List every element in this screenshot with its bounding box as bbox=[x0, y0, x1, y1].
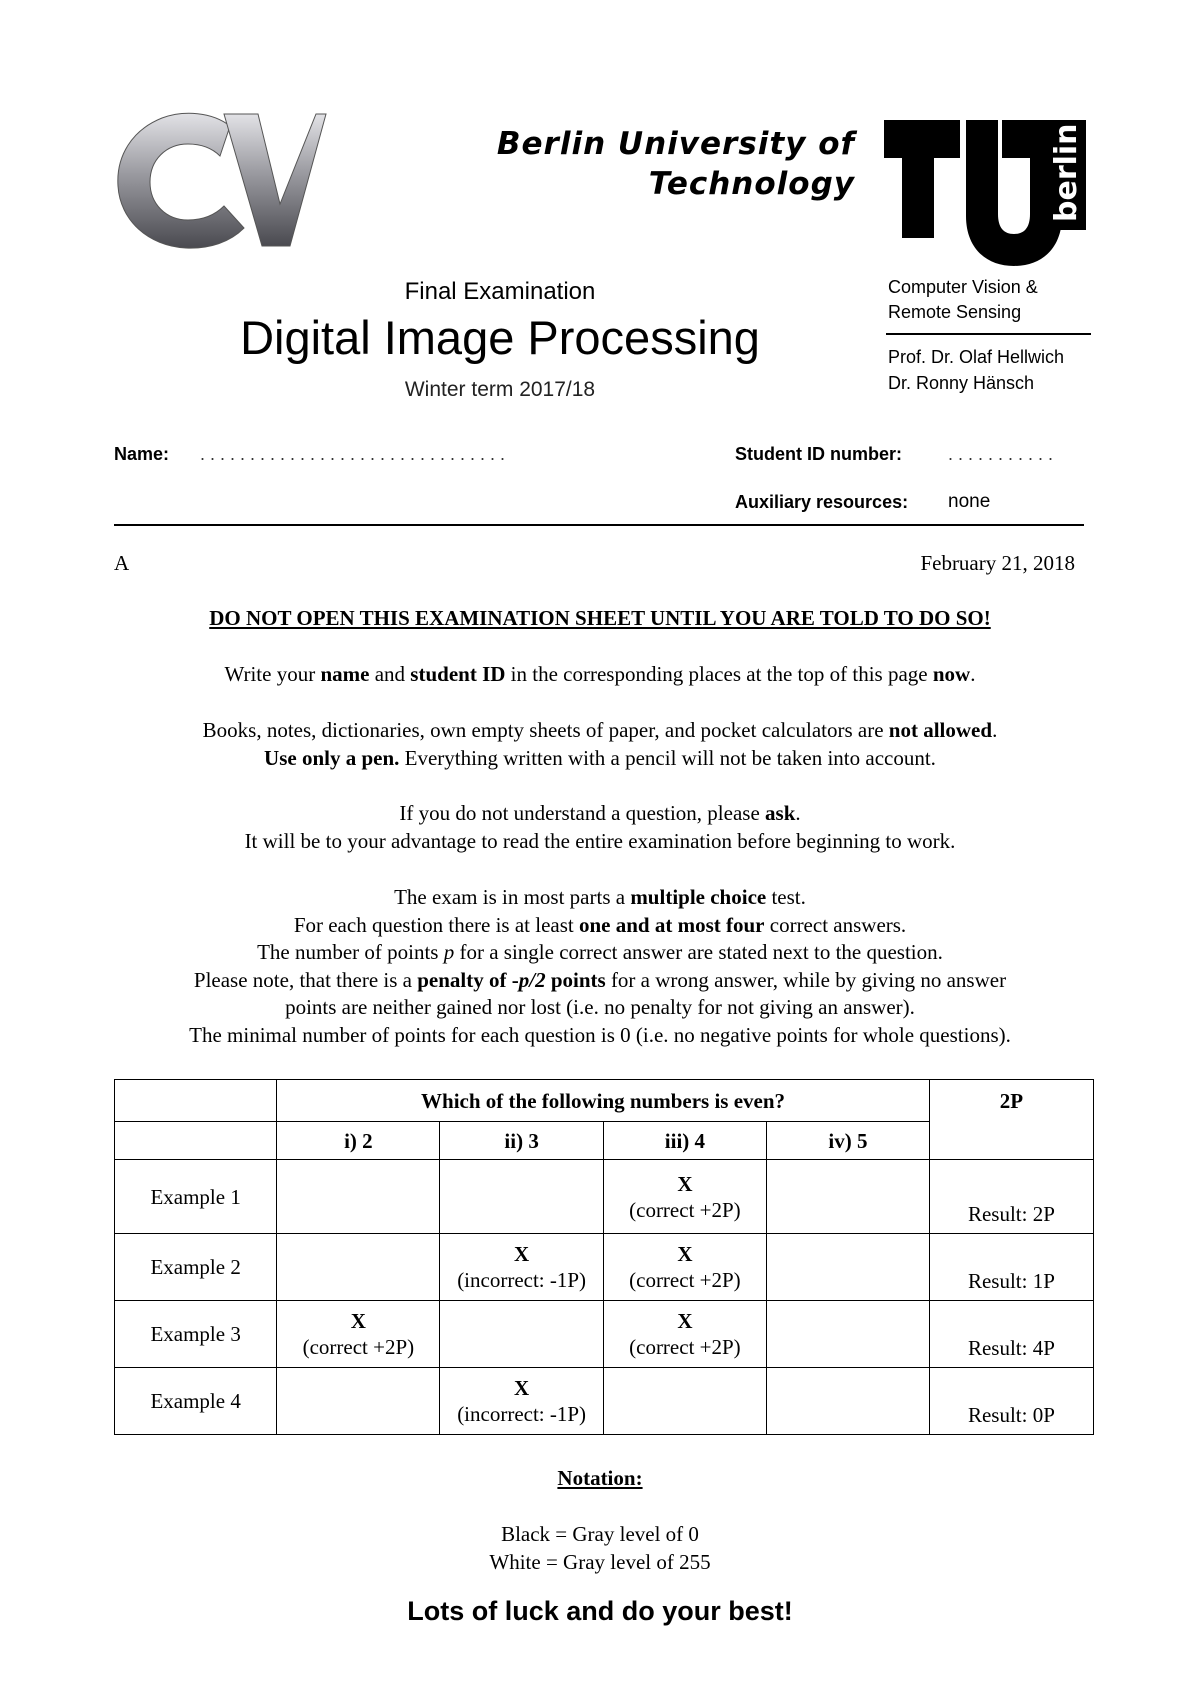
cv-logo-icon bbox=[112, 108, 327, 253]
answer-cell bbox=[277, 1368, 440, 1435]
row-label: Example 2 bbox=[115, 1234, 277, 1301]
exam-version: A bbox=[114, 551, 130, 575]
examiners bbox=[888, 344, 1064, 396]
option-header: iii) 4 bbox=[603, 1122, 766, 1160]
term: Winter term 2017/18 bbox=[404, 378, 596, 401]
row-label: Example 3 bbox=[115, 1301, 277, 1368]
department-line-1: Computer Vision & bbox=[888, 277, 1038, 297]
row-label: Example 1 bbox=[115, 1160, 277, 1234]
instruction-questions: If you do not understand a question, please ask. It will be to your advantage to read the entire examination before beginning to work. bbox=[244, 801, 956, 853]
row-result: Result: 1P bbox=[929, 1234, 1093, 1301]
tu-logo-text: berlin bbox=[1049, 123, 1084, 222]
student-id-label: Student ID number: bbox=[735, 444, 902, 464]
answer-cell: X (correct +2P) bbox=[603, 1301, 766, 1368]
table-row bbox=[115, 1368, 1094, 1435]
notation-white: White = Gray level of 255 bbox=[489, 1549, 711, 1574]
aux-resources-value: none bbox=[948, 491, 991, 512]
notation-title: Notation: bbox=[557, 1466, 643, 1490]
answer-cell bbox=[603, 1368, 766, 1435]
tu-berlin-logo-icon bbox=[880, 118, 1092, 270]
answer-cell: X (incorrect: -1P) bbox=[440, 1234, 603, 1301]
answer-cell bbox=[767, 1368, 930, 1435]
exam-date: February 21, 2018 bbox=[920, 551, 1075, 575]
answer-mark: X bbox=[677, 1309, 693, 1333]
row-result: Result: 0P bbox=[929, 1368, 1093, 1435]
closing-message: Lots of luck and do your best! bbox=[407, 1596, 793, 1626]
answer-cell: X (correct +2P) bbox=[277, 1301, 440, 1368]
answer-cell bbox=[767, 1234, 930, 1301]
row-result: Result: 4P bbox=[929, 1301, 1093, 1368]
professor-2: Dr. Ronny Hänsch bbox=[888, 373, 1035, 393]
answer-mark: X bbox=[677, 1242, 693, 1266]
notation-black: Black = Gray level of 0 bbox=[501, 1522, 699, 1546]
answer-cell: X (incorrect: -1P) bbox=[440, 1368, 603, 1435]
table-row bbox=[115, 1160, 1094, 1234]
table-corner-2 bbox=[115, 1122, 277, 1160]
university-name bbox=[497, 124, 855, 204]
aux-resources-label: Auxiliary resources: bbox=[735, 492, 909, 512]
student-id-field[interactable]: . . . . . . . . . . . bbox=[948, 444, 1054, 464]
answer-mark: X bbox=[514, 1376, 530, 1400]
answer-mark: X bbox=[677, 1171, 693, 1196]
warning-notice: DO NOT OPEN THIS EXAMINATION SHEET UNTIL YOU ARE TOLD TO DO SO! bbox=[209, 606, 991, 630]
instruction-resources: Books, notes, dictionaries, own empty sheets of paper, and pocket calculators are not allowed. Use only a pen. Everything written with a pencil will not be taken into account. bbox=[202, 718, 998, 770]
department bbox=[888, 275, 1038, 325]
option-header: iv) 5 bbox=[767, 1122, 930, 1160]
header-divider bbox=[114, 524, 1084, 526]
answer-cell: X (correct +2P) bbox=[603, 1234, 766, 1301]
row-result: Result: 2P bbox=[929, 1160, 1093, 1234]
answer-mark: X bbox=[350, 1309, 366, 1333]
exam-type: Final Examination bbox=[404, 278, 596, 305]
answer-mark: X bbox=[514, 1242, 530, 1266]
answer-cell bbox=[440, 1160, 603, 1234]
university-line-1: Berlin University of bbox=[496, 126, 855, 162]
course-title: Digital Image Processing bbox=[240, 311, 760, 364]
answer-cell: X (correct +2P) bbox=[603, 1160, 766, 1234]
professor-1: Prof. Dr. Olaf Hellwich bbox=[888, 347, 1065, 367]
department-line-2: Remote Sensing bbox=[888, 302, 1022, 322]
name-label: Name: bbox=[114, 444, 170, 464]
university-line-2: Technology bbox=[648, 166, 855, 202]
option-header: i) 2 bbox=[277, 1122, 440, 1160]
example-table bbox=[114, 1079, 1094, 1435]
answer-cell bbox=[277, 1160, 440, 1234]
example-question: Which of the following numbers is even? bbox=[277, 1080, 930, 1122]
option-header: ii) 3 bbox=[440, 1122, 603, 1160]
instruction-name-id: Write your name and student ID in the corresponding places at the top of this page now. bbox=[224, 662, 976, 686]
answer-cell bbox=[767, 1301, 930, 1368]
notation-body bbox=[100, 1521, 1100, 1576]
example-points: 2P bbox=[929, 1080, 1093, 1160]
instruction-scoring: The exam is in most parts a multiple choice test. For each question there is at least one and at most four correct answers. The number of points p for a single correct answer are stated next to the question. Please note, that there is a penalty of -p/2 points for a wrong answer, while by giving no answer points are neither gained nor lost (i.e. no penalty for not giving an answer). The minimal number of points for each question is 0 (i.e. no negative points for whole questions). bbox=[189, 885, 1011, 1047]
answer-cell bbox=[440, 1301, 603, 1368]
table-row bbox=[115, 1301, 1094, 1368]
answer-cell bbox=[767, 1160, 930, 1234]
row-label: Example 4 bbox=[115, 1368, 277, 1435]
table-corner bbox=[115, 1080, 277, 1122]
answer-cell bbox=[277, 1234, 440, 1301]
table-row bbox=[115, 1234, 1094, 1301]
name-field[interactable]: . . . . . . . . . . . . . . . . . . . . . . . . . . . . . . . bbox=[200, 444, 506, 464]
department-divider bbox=[886, 333, 1091, 335]
